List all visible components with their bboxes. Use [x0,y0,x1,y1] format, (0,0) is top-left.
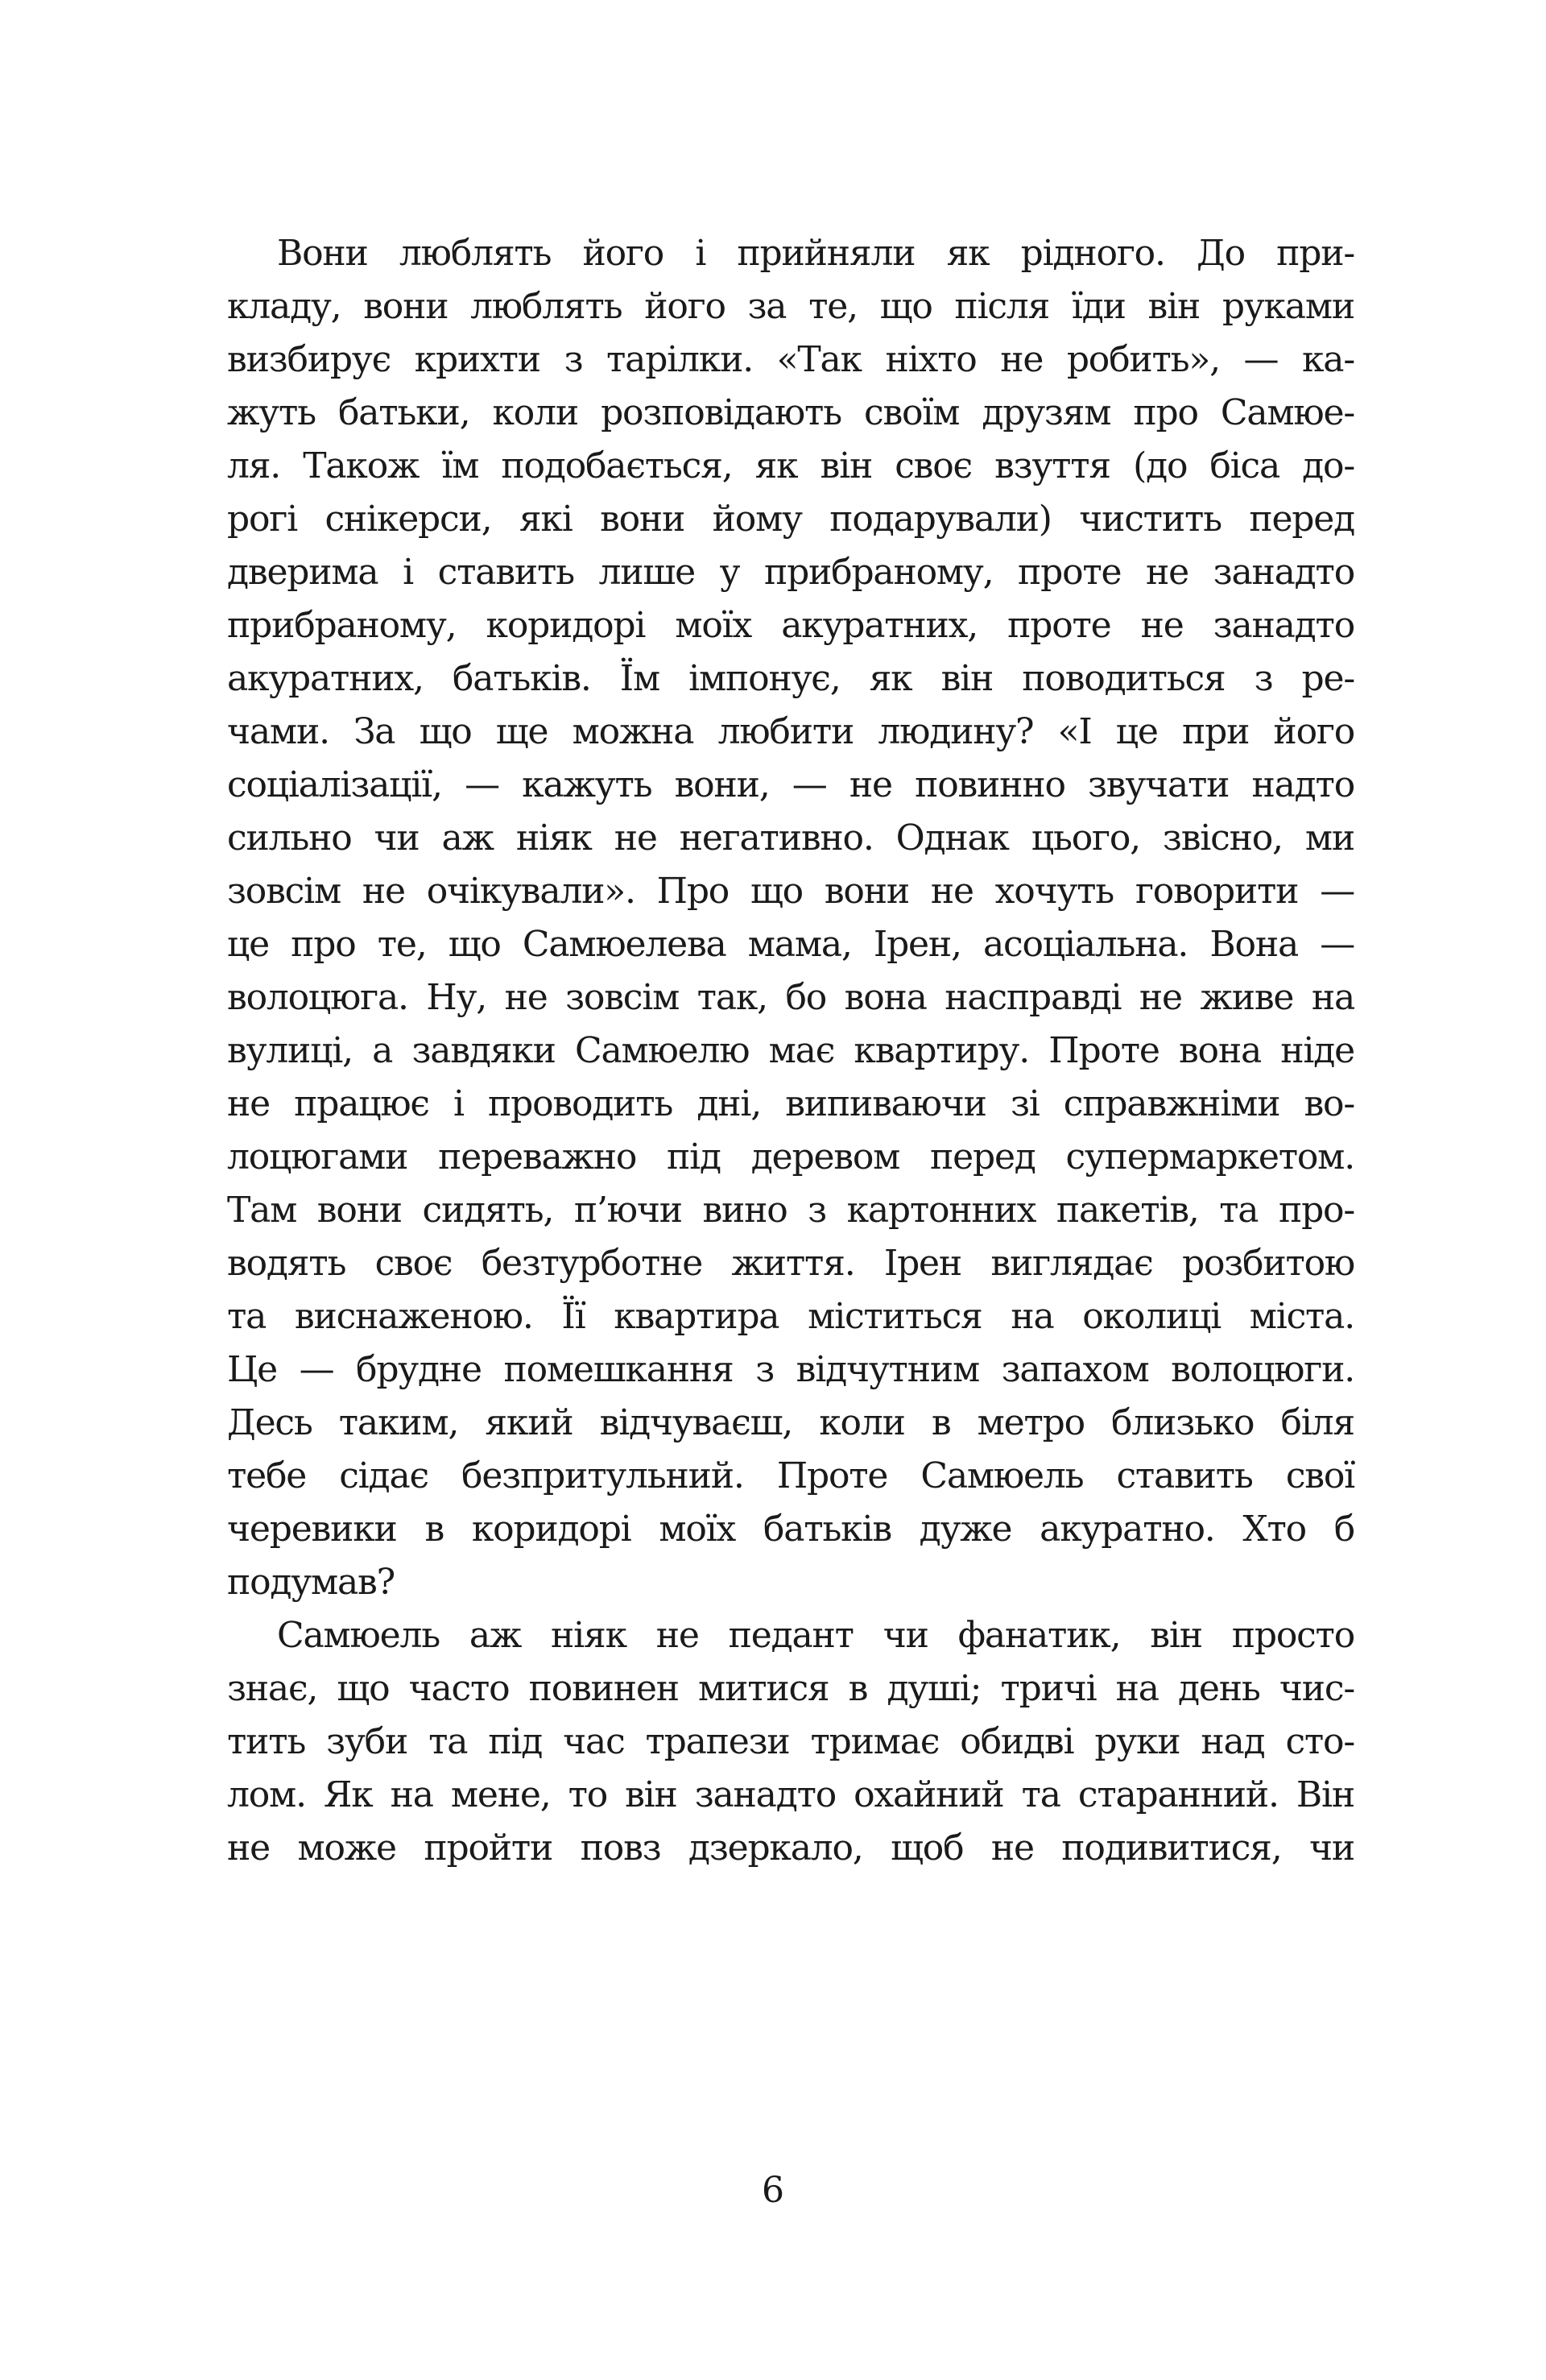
text-line: знає, що часто повинен митися в душі; тричі на день чис- [227,1668,1354,1709]
text-line: Самюель аж ніяк не педант чи фанатик, він просто [277,1615,1354,1656]
text-line: дверима і ставить лише у прибраному, проте не занадто [227,552,1354,593]
text-line: тить зуби та під час трапези тримає обидві руки над сто- [227,1721,1354,1762]
paragraph [227,227,1354,1609]
text-line: це про те, що Самюелева мама, Ірен, асоціальна. Вона — [227,924,1354,965]
text-line: не працює і проводить дні, випиваючи зі справжніми во- [227,1083,1354,1124]
text-line: соціалізації, — кажуть вони, — не повинно звучати надто [227,764,1354,805]
text-line: не може пройти повз дзеркало, щоб не подивитися, чи [227,1827,1354,1869]
text-line: подумав? [227,1562,395,1603]
text-line: ля. Також їм подобається, як він своє взуття (до біса до- [227,445,1354,486]
text-line: жуть батьки, коли розповідають своїм друзям про Самюе- [227,392,1354,433]
text-line: лоцюгами переважно під деревом перед супермаркетом. [227,1136,1354,1178]
paragraph [227,1609,1354,1875]
text-line: Це — брудне помешкання з відчутним запахом волоцюги. [227,1349,1354,1390]
text-line: Вони люблять його і прийняли як рідного. До при- [277,233,1354,274]
text-line: прибраному, коридорі моїх акуратних, проте не занадто [227,605,1354,646]
text-line: визбирує крихти з тарілки. «Так ніхто не робить», — ка- [227,339,1354,380]
text-line: Там вони сидять, п’ючи вино з картонних пакетів, та про- [227,1190,1354,1231]
text-line: зовсім не очікували». Про що вони не хочуть говорити — [227,871,1354,912]
text-line: вулиці, а завдяки Самюелю має квартиру. Проте вона ніде [227,1030,1354,1071]
text-line: сильно чи аж ніяк не негативно. Однак цього, звісно, ми [227,817,1354,859]
text-line: черевики в коридорі моїх батьків дуже акуратно. Хто б [227,1509,1354,1550]
page-body [227,227,1354,1875]
text-line: лом. Як на мене, то він занадто охайний та старанний. Він [227,1774,1354,1815]
text-line: та виснаженою. Її квартира міститься на околиці міста. [227,1296,1354,1337]
text-line: кладу, вони люблять його за те, що після їди він руками [227,286,1354,327]
text-line: волоцюга. Ну, не зовсім так, бо вона насправді не живе на [227,977,1354,1018]
text-line: рогі снікерси, які вони йому подарували) чистить перед [227,499,1354,540]
text-line: тебе сідає безпритульний. Проте Самюель ставить свої [227,1455,1354,1496]
page-number: 6 [762,2170,784,2211]
text-line: Десь таким, який відчуваєш, коли в метро близько біля [227,1402,1354,1443]
text-line: водять своє безтурботне життя. Ірен виглядає розбитою [227,1243,1354,1284]
text-line: акуратних, батьків. Їм імпонує, як він поводиться з ре- [227,658,1354,699]
text-line: чами. За що ще можна любити людину? «І це при його [227,711,1354,752]
